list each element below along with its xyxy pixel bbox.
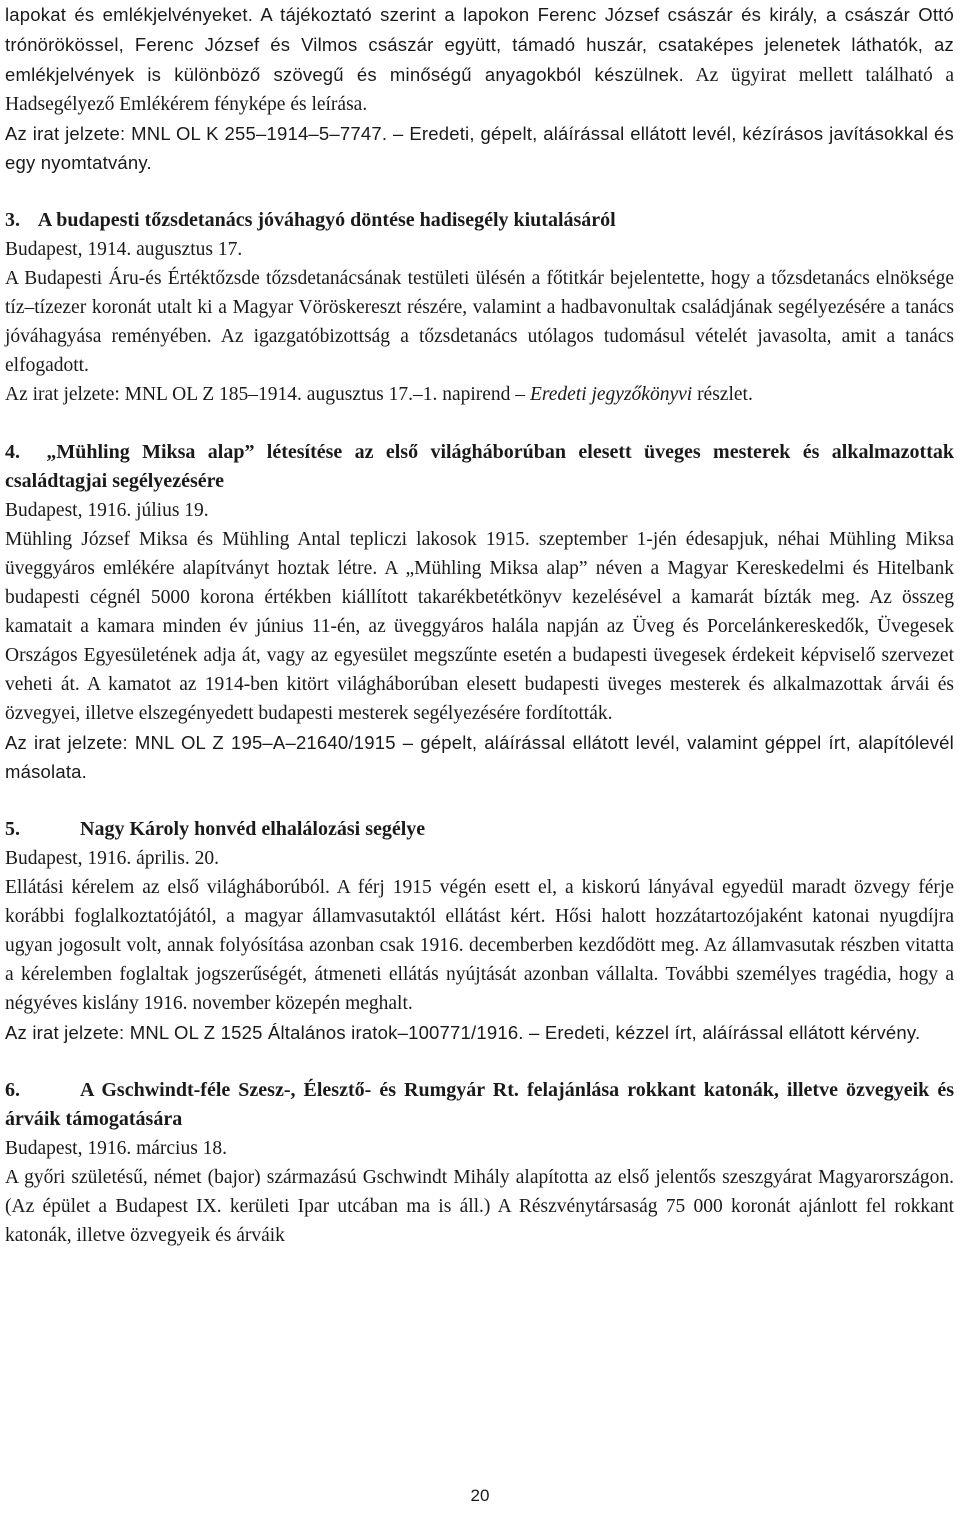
spacer [5, 409, 954, 438]
section-4-heading [5, 438, 954, 496]
section-title: Nagy Károly honvéd elhalálozási segélye [80, 818, 426, 840]
section-6-body: A győri születésű, német (bajor) származású Gschwindt Mihály alapította az első jelentős szeszgyárat Magyarországon. (Az épület a Budapest IX. kerületi Ipar utcában ma is áll.) A Részvénytársaság 75 000 koronát ajánlott fel rokkant katonák, illetve özvegyeik és árváik [5, 1167, 954, 1246]
reference-prefix: Az irat jelzete: MNL OL Z 185–1914. augusztus 17.–1. napirend – [5, 384, 526, 405]
spacer [5, 786, 954, 815]
intro-reference: Az irat jelzete: MNL OL K 255–1914–5–7747. – Eredeti, gépelt, aláírással ellátott levél, kézírásos javításokkal és egy nyomtatvány. [5, 123, 954, 173]
spacer [5, 1047, 954, 1076]
section-title: A budapesti tőzsdetanács jóváhagyó döntése hadisegély kiutalásáról [37, 209, 616, 231]
section-5-date: Budapest, 1916. április. 20. [5, 848, 219, 869]
section-6-date: Budapest, 1916. március 18. [5, 1138, 228, 1159]
section-5-body: Ellátási kérelem az első világháborúból. A férj 1915 végén esett el, a kiskorú lányával egyedül maradt özvegy férje korábbi foglalkoztatójától, a magyar államvasutaktól ellátást kért. Hősi halott hozzátartozójaként katonai nyugdíjra ugyan jogosult volt, annak folyósítása azonban csak 1916. decemberben kezdődött meg. Az államvasutak részben vitatta a kérelemben foglaltak jogszerűségét, átmeneti ellátás nyújtását azonban vállalta. További személyes tragédia, hogy a négyéves kislány 1916. november közepén meghalt. [5, 877, 954, 1014]
section-number: 3. [5, 209, 20, 231]
section-3-reference [5, 380, 954, 409]
intro-text-cont: Az ügyirat mellett található a Hadsegélyező Emlékérem fényképe és leírása. [5, 65, 954, 115]
section-3-heading [5, 206, 954, 235]
intro-text: lapokat és emlékjelvényeket. A tájékoztató szerint a lapokon Ferenc József császár és király, a császár Ottó trónörökössel, Ferenc József és Vilmos császár együtt, támadó huszár, csataképes jelenetek láthatók, az emlékjelvények is különböző szövegű és minőségű anyagokból készülnek. [5, 4, 954, 85]
section-3-body: A Budapesti Áru-és Értéktőzsde tőzsdetanácsának testületi ülésén a főtitkár bejelentette, hogy a tőzsdetanács elnöksége tíz–tízezer koronát utalt ki a Magyar Vöröskereszt részére, valamint a hadbavonultak családjának segélyezésére a tanács jóváhagyása reményében. Az igazgatóbizottság a tőzsdetanács utólagos tudomásul vételét javasolta, amit a tanács elfogadott. [5, 268, 954, 376]
section-4-reference: Az irat jelzete: MNL OL Z 195–A–21640/1915 – gépelt, aláírással ellátott levél, valamint géppel írt, alapítólevél másolata. [5, 732, 954, 782]
section-4-date: Budapest, 1916. július 19. [5, 500, 209, 521]
section-6-heading [5, 1076, 954, 1134]
page-number: 20 [470, 1486, 490, 1505]
section-number: 6. [5, 1079, 20, 1101]
section-title: A Gschwindt-féle Szesz-, Élesztő- és Rumgyár Rt. felajánlása rokkant katonák, illetve özvegyeik és árváik támogatására [5, 1079, 954, 1130]
section-number: 5. [5, 818, 20, 840]
section-5-reference: Az irat jelzete: MNL OL Z 1525 Általános iratok–100771/1916. – Eredeti, kézzel írt, aláírással ellátott kérvény. [5, 1022, 921, 1043]
reference-italic: Eredeti jegyzőkönyvi [529, 384, 693, 405]
intro-paragraph [5, 0, 954, 119]
spacer [5, 177, 954, 206]
section-number: 4. [5, 441, 20, 463]
section-5-heading [5, 815, 954, 844]
section-3-date: Budapest, 1914. augusztus 17. [5, 239, 243, 260]
body-part-b: A „Mühling Miksa alap” néven a Magyar Kereskedelmi és Hitelbank budapesti cégnél 5000 korona értékben kiállított takarékbetétkönyv kezelésével a kamarát bízták meg. Az összeg kamatait a kamara minden év június 11-én, az üveggyáros halála napján az Üveg és Porcelánkereskedők, Üvegesek Országos Egyesületének adja át, vagy az egyesület megszűnte esetén a budapesti üvegesek érdekeit képviselő szervezet veheti át. A kamatot az 1914-ben kitört világháborúban elesett budapesti üveges mesterek és alkalmazottak árvái és özvegyei, illetve elszegényedett budapesti mesterek segélyezésére fordították. [5, 558, 954, 724]
section-title: „Mühling Miksa alap” létesítése az első világháborúban elesett üveges mesterek és alkalmazottak családtagjai segélyezésére [5, 441, 954, 492]
document-page [5, 0, 954, 1250]
reference-suffix: részlet. [697, 384, 753, 405]
body-part-a: Mühling József Miksa és Mühling Antal tepliczi lakosok 1915. szeptember 1-jén édesapjuk, néhai Mühling Miksa üveggyáros emlékére alapítványt hoztak létre. [5, 529, 954, 579]
section-4-body [5, 525, 954, 728]
